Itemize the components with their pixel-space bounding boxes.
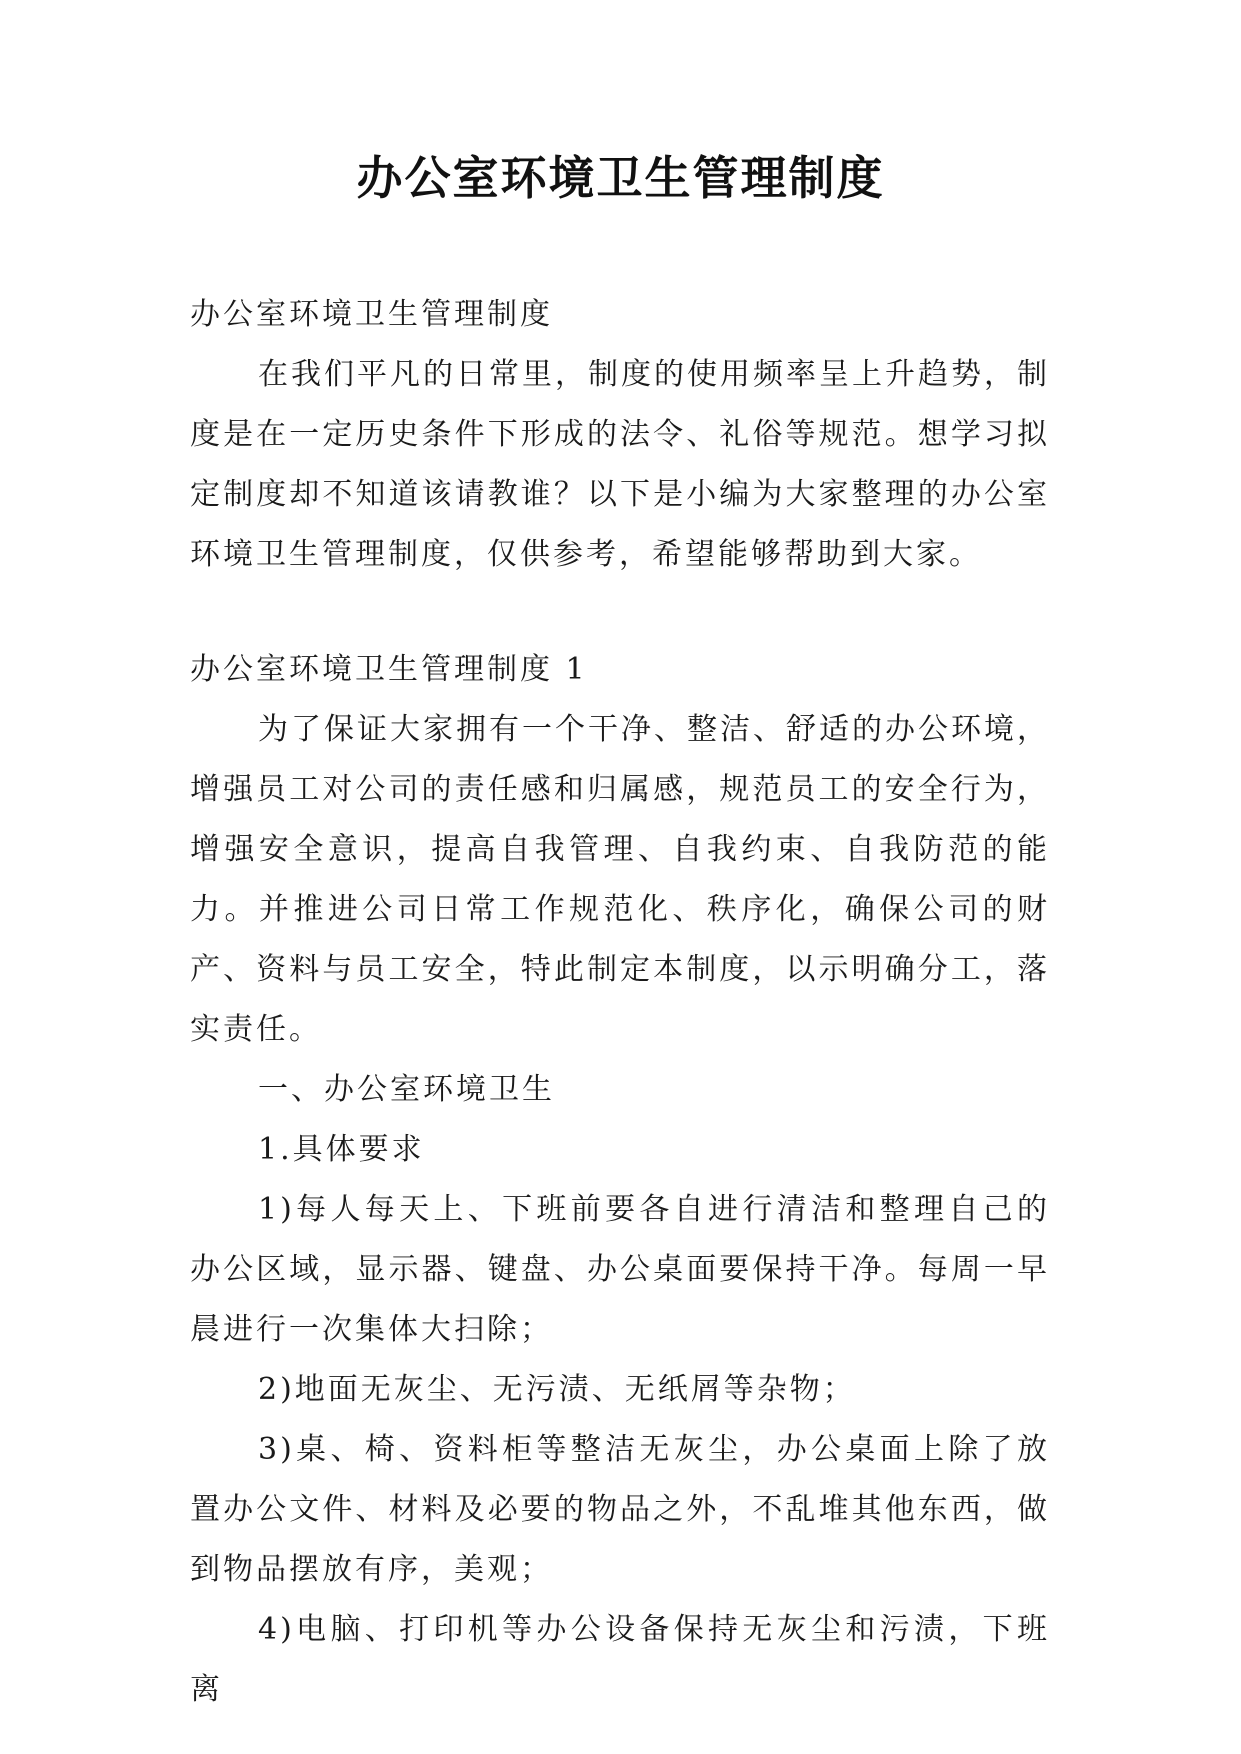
section-title: 一、办公室环境卫生: [258, 1072, 555, 1107]
list-item: 3)桌、椅、资料柜等整洁无灰尘，办公桌面上除了放置办公文件、材料及必要的物品之外，不乱堆其他东西，做到物品摆放有序，美观；: [190, 1432, 1050, 1587]
intro-paragraph: 在我们平凡的日常里，制度的使用频率呈上升趋势，制度是在一定历史条件下形成的法令、礼俗等规范。想学习拟定制度却不知道该请教谁？以下是小编为大家整理的办公室环境卫生管理制度，仅供参考，希望能够帮助到大家。: [190, 357, 1050, 572]
paragraph-spacer: [190, 585, 1050, 640]
section-heading: 办公室环境卫生管理制度 1: [190, 652, 588, 687]
document-body: [190, 285, 1050, 1720]
list-item: 4)电脑、打印机等办公设备保持无灰尘和污渍，下班离: [190, 1612, 1050, 1707]
document-title: 办公室环境卫生管理制度: [356, 151, 885, 205]
section-heading: 办公室环境卫生管理制度: [190, 297, 553, 332]
list-item: 1)每人每天上、下班前要各自进行清洁和整理自己的办公区域，显示器、键盘、办公桌面要保持干净。每周一早晨进行一次集体大扫除；: [190, 1192, 1050, 1347]
list-item: 2)地面无灰尘、无污渍、无纸屑等杂物；: [258, 1372, 856, 1407]
purpose-paragraph: 为了保证大家拥有一个干净、整洁、舒适的办公环境，增强员工对公司的责任感和归属感，规范员工的安全行为，增强安全意识，提高自我管理、自我约束、自我防范的能力。并推进公司日常工作规范化、秩序化，确保公司的财产、资料与员工安全，特此制定本制度，以示明确分工，落实责任。: [190, 712, 1050, 1047]
subsection-title: 1.具体要求: [258, 1132, 425, 1167]
